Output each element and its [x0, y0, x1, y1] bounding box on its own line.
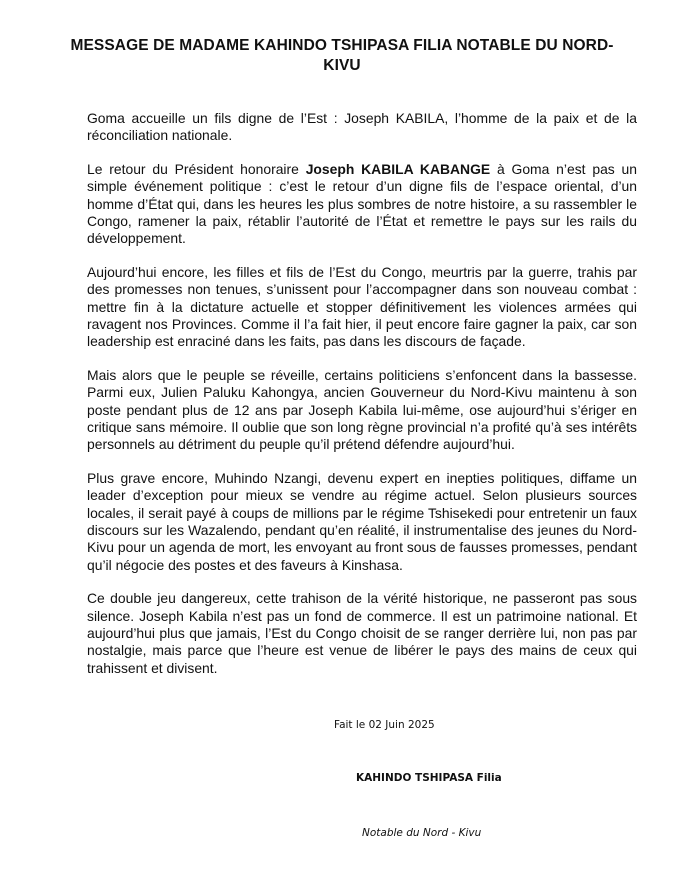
signature-date: Fait le 02 Juin 2025: [334, 719, 435, 731]
document-title: MESSAGE DE MADAME KAHINDO TSHIPASA FILIA NOTABLE DU NORD-KIVU: [70, 37, 614, 74]
paragraph-2-lead: Le retour du Président honoraire: [87, 161, 306, 178]
signature-name: KAHINDO TSHIPASA Filia: [356, 772, 502, 784]
paragraph-3: Aujourd’hui encore, les filles et fils de l’Est du Congo, meurtris par la guerre, trahis par des promesses non tenues, s’unissent pour l’accompagner dans son nouveau combat : mettre fin à la dictature actuelle et stopper définitivement les violences armées qui ravagent nos Provinces. Comme il l’a fait hier, il peut encore faire gagner la paix, car son leadership est enraciné dans les faits, pas dans les discours de façade.: [87, 264, 637, 350]
paragraph-2: [87, 161, 637, 247]
paragraph-5: Plus grave encore, Muhindo Nzangi, devenu expert en inepties politiques, diffame un leader d’exception pour mieux se vendre au régime actuel. Selon plusieurs sources locales, il serait payé à coups de millions par le régime Tshisekedi pour entretenir un faux discours sur les Wazalendo, pendant qu’en réalité, il instrumentalise des jeunes du Nord-Kivu pour un agenda de mort, les envoyant au front sous de fausses promesses, pendant qu’il négocie des postes et des faveurs à Kinshasa.: [87, 470, 637, 573]
signature-role: Notable du Nord - Kivu: [362, 827, 482, 839]
document-body: [87, 110, 637, 693]
paragraph-2-rest: à Goma n’est pas un simple événement politique : c’est le retour d’un digne fils de l’espace oriental, d’un homme d’État qui, dans les heures les plus sombres de notre histoire, a su rassembler le Congo, ramener la paix, rétablir l’autorité de l’État et remettre le pays sur les rails du développement.: [87, 161, 638, 247]
paragraph-2-emphasis: Joseph KABILA KABANGE: [305, 161, 491, 178]
paragraph-4: Mais alors que le peuple se réveille, certains politiciens s’enfoncent dans la bassesse. Parmi eux, Julien Paluku Kahongya, ancien Gouverneur du Nord-Kivu maintenu à son poste pendant plus de 12 ans par Joseph Kabila lui-même, ose aujourd’hui s’ériger en critique sans mémoire. Il oublie que son long règne provincial n’a profité qu’à ses intérêts personnels au détriment du peuple qu’il prétend défendre aujourd’hui.: [87, 367, 637, 453]
paragraph-6: Ce double jeu dangereux, cette trahison de la vérité historique, ne passeront pas sous silence. Joseph Kabila n’est pas un fond de commerce. Il est un patrimoine national. Et aujourd’hui plus que jamais, l’Est du Congo choisit de se ranger derrière lui, non pas par nostalgie, mais parce que l’heure est venue de libérer le pays des mains de ceux qui trahissent et divisent.: [87, 590, 637, 676]
paragraph-1: Goma accueille un fils digne de l’Est : Joseph KABILA, l’homme de la paix et de la réconciliation nationale.: [87, 110, 637, 144]
